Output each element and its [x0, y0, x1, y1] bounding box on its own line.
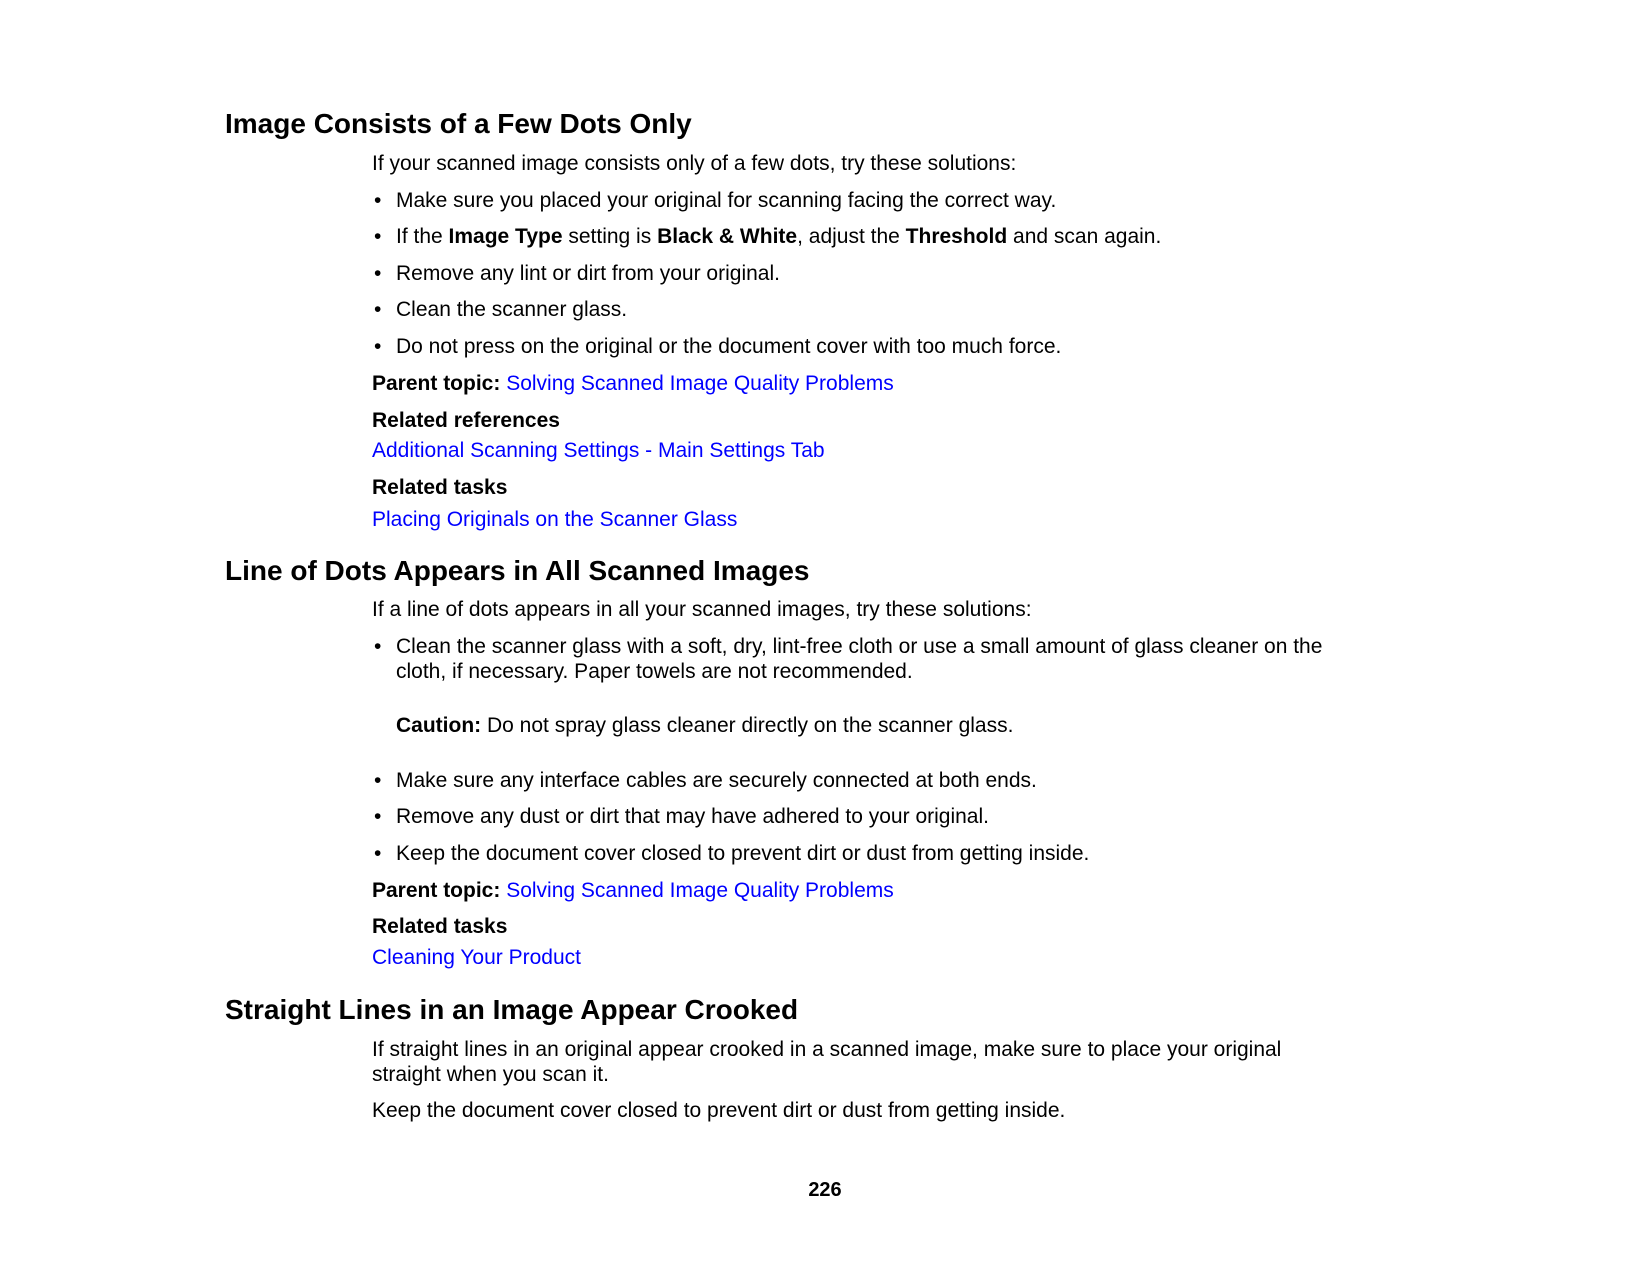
paragraph: Keep the document cover closed to prevent dirt or dust from getting inside. [372, 1099, 1066, 1122]
ui-term: Image Type [448, 225, 563, 248]
list-item [374, 334, 1062, 360]
list-item-text: Make sure any interface cables are securely connected at both ends. [396, 769, 1037, 792]
list-item [374, 804, 989, 830]
section-heading: Straight Lines in an Image Appear Crooked [225, 994, 799, 1025]
ui-term: Black & White [657, 225, 798, 248]
section-heading: Image Consists of a Few Dots Only [225, 108, 692, 139]
related-tasks-label: Related tasks [372, 915, 508, 938]
page-number: 226 [808, 1179, 842, 1201]
bullet-icon: • [374, 298, 382, 321]
list-item-text: Make sure you placed your original for scanning facing the correct way. [396, 189, 1057, 212]
bullet-icon: • [374, 842, 382, 865]
parent-topic [372, 371, 894, 397]
bullet-icon: • [374, 769, 382, 792]
related-task-link[interactable]: Placing Originals on the Scanner Glass [372, 508, 738, 531]
related-task-link[interactable]: Cleaning Your Product [372, 946, 581, 969]
list-item [374, 224, 1162, 250]
list-item-text: Remove any dust or dirt that may have adhered to your original. [396, 805, 989, 828]
list-item-text: Keep the document cover closed to prevent dirt or dust from getting inside. [396, 842, 1090, 865]
text: If the [396, 225, 449, 248]
list-item [374, 634, 1323, 660]
text: and scan again. [1007, 225, 1162, 248]
bullet-icon: • [374, 262, 382, 285]
intro-text: If your scanned image consists only of a few dots, try these solutions: [372, 152, 1017, 175]
ui-term: Threshold [905, 225, 1008, 248]
parent-topic-label: Parent topic: [372, 372, 501, 395]
bullet-icon: • [374, 805, 382, 828]
list-item-text: Do not press on the original or the document cover with too much force. [396, 335, 1062, 358]
bullet-icon: • [374, 225, 382, 248]
related-reference-link[interactable]: Additional Scanning Settings - Main Settings Tab [372, 439, 825, 462]
intro-text: If a line of dots appears in all your scanned images, try these solutions: [372, 598, 1032, 621]
related-tasks-label: Related tasks [372, 476, 508, 499]
parent-topic-link[interactable]: Solving Scanned Image Quality Problems [506, 879, 894, 902]
parent-topic-label: Parent topic: [372, 879, 501, 902]
parent-topic [372, 878, 894, 904]
text: setting is [562, 225, 658, 248]
section-heading: Line of Dots Appears in All Scanned Images [225, 555, 810, 586]
caution-label: Caution: [396, 714, 482, 737]
text: , adjust the [797, 225, 906, 248]
caution-text: Do not spray glass cleaner directly on the scanner glass. [481, 714, 1014, 737]
parent-topic-link[interactable]: Solving Scanned Image Quality Problems [506, 372, 894, 395]
list-item [374, 841, 1090, 867]
list-item [374, 188, 1057, 214]
list-item-text: Clean the scanner glass with a soft, dry, lint-free cloth or use a small amount of glass cleaner on the [396, 635, 1323, 658]
paragraph-line: If straight lines in an original appear crooked in a scanned image, make sure to place your original [372, 1038, 1282, 1061]
caution-note [396, 713, 1013, 739]
list-item-continuation: cloth, if necessary. Paper towels are not recommended. [396, 660, 913, 683]
list-item-text: Clean the scanner glass. [396, 298, 628, 321]
bullet-icon: • [374, 635, 382, 658]
bullet-icon: • [374, 335, 382, 358]
list-item [374, 297, 628, 323]
list-item-text: Remove any lint or dirt from your original. [396, 262, 780, 285]
paragraph-line: straight when you scan it. [372, 1063, 609, 1086]
related-references-label: Related references [372, 409, 560, 432]
list-item [374, 261, 780, 287]
bullet-icon: • [374, 189, 382, 212]
list-item [374, 768, 1037, 794]
